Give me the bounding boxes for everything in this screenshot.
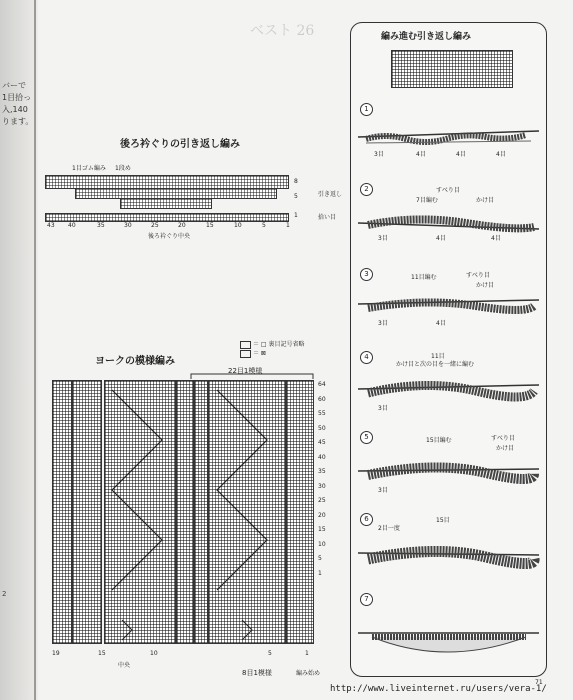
row-number: 60 xyxy=(318,395,326,403)
step-note: すべり目 xyxy=(436,187,460,194)
knitting-needle-illustration xyxy=(356,365,541,425)
yoke-center-label: 中央 xyxy=(118,662,131,669)
step-note: 11目編む xyxy=(411,274,437,281)
left-text-line: 入,140 xyxy=(2,105,28,114)
source-url: http://www.liveinternet.ru/users/vera-1/ xyxy=(330,684,547,694)
step-note: 4目 xyxy=(456,151,466,158)
step-4 xyxy=(356,351,541,429)
back-neck-center-label: 後ろ衿ぐり中央 xyxy=(148,233,191,240)
mini-chart xyxy=(391,50,513,88)
step-note: 4目 xyxy=(436,320,446,327)
step-note: すべり目 xyxy=(491,435,515,442)
step-note: 3目 xyxy=(374,151,384,158)
stitch-number: 35 xyxy=(97,222,105,229)
bleed-through-header xyxy=(190,18,340,68)
crossed-square-icon xyxy=(240,350,251,358)
row-number: 30 xyxy=(318,482,326,490)
start-label: 編み始め xyxy=(296,670,321,677)
stitch-number: 25 xyxy=(151,222,159,229)
row-label: 8 xyxy=(294,178,298,185)
step-note: 3目 xyxy=(378,405,388,412)
knitting-needle-illustration xyxy=(356,607,541,671)
step-note: 11目 xyxy=(431,353,445,360)
stitch-number: 15 xyxy=(206,222,214,229)
left-text-line: ります。 xyxy=(2,117,34,126)
col-number: 19 xyxy=(52,650,60,657)
blank-square-icon xyxy=(240,341,251,349)
col-number: 1 xyxy=(305,650,309,657)
pickup-label: 拾い目 xyxy=(318,214,337,221)
col-number: 10 xyxy=(150,650,158,657)
step-note: 3目 xyxy=(378,235,388,242)
step-note: 3目 xyxy=(378,487,388,494)
step-note: 15目 xyxy=(436,517,450,524)
row-number: 55 xyxy=(318,410,326,417)
step-1 xyxy=(356,103,541,181)
step-3 xyxy=(356,268,541,346)
repeat-bottom-label: 8目1模様 xyxy=(242,669,272,677)
step-7 xyxy=(356,593,541,671)
row-number: 40 xyxy=(318,453,326,461)
stitch-number: 5 xyxy=(262,222,266,229)
step-number: 2 xyxy=(360,183,373,196)
left-text-line: 1目拾っ xyxy=(2,93,32,102)
step-note: 3目 xyxy=(378,320,388,327)
back-neck-chart-step2 xyxy=(120,198,212,209)
step-5 xyxy=(356,431,541,509)
knitting-needle-illustration xyxy=(356,197,541,257)
left-page-text xyxy=(2,80,48,128)
step-note: 4目 xyxy=(491,235,501,242)
step-number: 6 xyxy=(360,513,373,526)
panel-title: 編み進む引き返し編み xyxy=(381,32,472,42)
step-note: 7目編む xyxy=(416,197,438,204)
left-text-line: バーで xyxy=(2,81,26,90)
row-number: 5 xyxy=(318,555,322,562)
knitting-needle-illustration xyxy=(356,527,541,587)
row-number: 10 xyxy=(318,540,326,548)
col-number: 15 xyxy=(98,650,106,657)
step-note: かけ目 xyxy=(476,197,495,204)
back-neck-title: 後ろ衿ぐりの引き返し編み xyxy=(120,139,240,150)
knitting-needle-illustration xyxy=(356,282,541,342)
legend-item xyxy=(240,340,304,349)
step-note: 4目 xyxy=(496,151,506,158)
repeat-bracket xyxy=(190,372,315,380)
stitch-number: 10 xyxy=(234,222,242,229)
col-number: 5 xyxy=(268,650,272,657)
rib-label: 1目ゴム編み xyxy=(72,165,106,172)
repeat-top-label: 22目1模様 xyxy=(228,367,263,375)
yoke-legend xyxy=(240,340,304,358)
yoke-title: ヨークの模様編み xyxy=(95,356,175,367)
yoke-row-numbers xyxy=(318,378,326,581)
faint-title: ベスト 26 xyxy=(250,23,315,39)
step-note: 2目一度 xyxy=(378,525,400,532)
step-note: 15目編む xyxy=(426,437,452,444)
legend-text: ＝ ⊠ xyxy=(253,350,266,357)
knitting-needle-illustration xyxy=(356,117,541,177)
step-note: かけ目 xyxy=(496,445,515,452)
row-number: 64 xyxy=(318,381,326,388)
step-note: かけ目 xyxy=(476,282,495,289)
step-number: 7 xyxy=(360,593,373,606)
back-neck-chart-base xyxy=(45,213,289,222)
back-neck-chart-top xyxy=(45,175,289,189)
row-number: 50 xyxy=(318,424,326,432)
legend-item xyxy=(240,349,304,358)
stitch-number: 40 xyxy=(68,222,76,229)
knitting-needle-illustration xyxy=(356,445,541,505)
step-number: 1 xyxy=(360,103,373,116)
step-2 xyxy=(356,183,541,261)
row-number: 1 xyxy=(318,569,322,577)
short-row-instructions-panel xyxy=(350,22,547,677)
left-page-number: 2 xyxy=(2,590,7,598)
step-number: 4 xyxy=(360,351,373,364)
row-number: 25 xyxy=(318,497,326,504)
row-label: 1 xyxy=(294,212,298,219)
stitch-number: 43 xyxy=(47,222,55,229)
legend-text: ＝ □ 裏目記号省略 xyxy=(253,341,305,348)
step-note: 4目 xyxy=(436,235,446,242)
row-number: 35 xyxy=(318,468,326,475)
stitch-number: 20 xyxy=(178,222,186,229)
row-number: 45 xyxy=(318,439,326,446)
step-number: 5 xyxy=(360,431,373,444)
stitch-number: 30 xyxy=(124,222,132,229)
step-number: 3 xyxy=(360,268,373,281)
row-label: 5 xyxy=(294,193,298,200)
short-rows-label: 引き返し xyxy=(318,191,343,198)
page-number: 71 xyxy=(535,679,543,686)
bind-label: 1段め xyxy=(115,165,131,172)
yoke-pattern-overlay xyxy=(52,380,314,642)
row-number: 15 xyxy=(318,526,326,533)
step-note: すべり目 xyxy=(466,272,490,279)
stitch-number: 1 xyxy=(286,222,290,229)
step-note: かけ目と次の目を一緒に編む xyxy=(396,361,475,368)
step-note: 4目 xyxy=(416,151,426,158)
row-number: 20 xyxy=(318,511,326,519)
step-6 xyxy=(356,513,541,591)
